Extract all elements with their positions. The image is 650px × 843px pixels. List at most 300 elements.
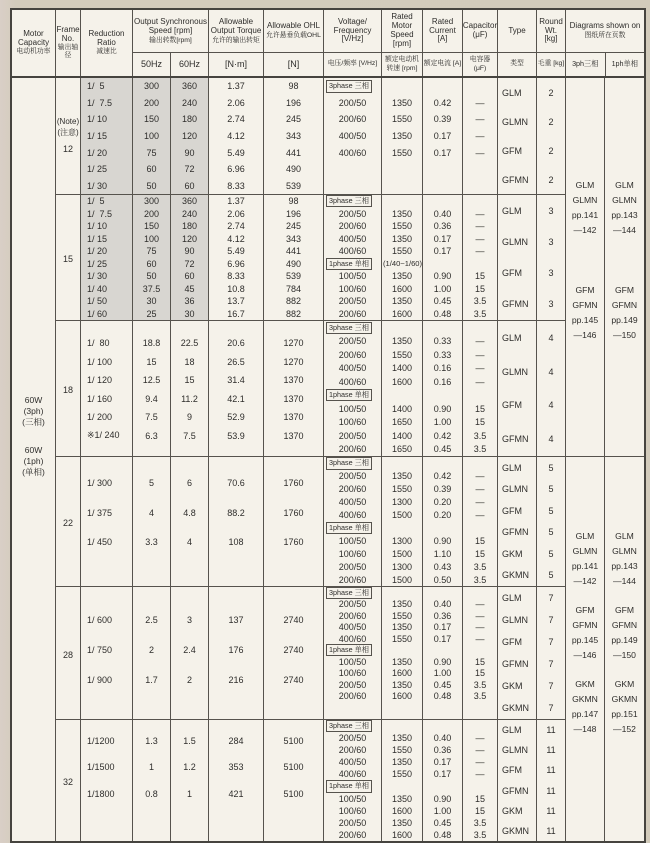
rated-speed-cell: 1550 (382, 111, 423, 128)
header-capacitor-en: Capacitor (μF) (463, 21, 498, 39)
phase-label-row (324, 258, 498, 271)
type-cell: GLM (498, 587, 537, 609)
type-weight-grid (498, 720, 566, 841)
torque-cell: 8.33 (209, 270, 264, 283)
torque-cell: 2.74 (209, 220, 264, 233)
phase-label: 3phase 三相 (326, 195, 372, 207)
voltage-cell: 400/50 (324, 756, 382, 768)
reduction-ratio-cell: 1/ 25 (81, 161, 133, 178)
voltage-cell: 400/50 (324, 621, 382, 632)
diagram-ref: GFM (614, 285, 635, 295)
rated-speed-cell: 1350 (382, 621, 423, 632)
header-voltage-top (324, 10, 381, 52)
diagram-3ph-column (566, 457, 605, 841)
voltage-row (324, 817, 498, 829)
capacity-label (22, 395, 45, 428)
rated-speed-cell: 1400 (382, 362, 423, 376)
speed-50hz-cell: 50 (133, 270, 171, 283)
weight-cell: 4 (537, 422, 566, 456)
speed-50hz-cell: 1.3 (133, 728, 171, 754)
phase-label-row (324, 389, 498, 403)
weight-cell: 11 (537, 760, 566, 780)
header-frame-no-en: Frame No. (56, 25, 80, 44)
voltage-row (324, 348, 498, 362)
rated-speed-cell: 1600 (382, 308, 423, 321)
phase-label: 3phase 三相 (326, 457, 372, 469)
rated-speed-cell: 1350 (382, 270, 423, 283)
diagram-ref: pp.141 (571, 561, 599, 571)
empty-cell (81, 720, 133, 728)
header-type-top (498, 10, 536, 52)
speed-50hz-cell: 60 (133, 258, 171, 271)
type-row (498, 321, 566, 355)
voltage-row (324, 573, 498, 586)
torque-cell: 42.1 (209, 389, 264, 408)
empty-cell (463, 195, 498, 208)
header-diagrams-en: Diagrams shown on (569, 21, 641, 31)
ohl-cell: 5100 (264, 728, 324, 754)
voltage-cell: 200/60 (324, 610, 382, 621)
empty-cell (423, 720, 463, 732)
phase-note-cell (382, 321, 423, 335)
empty-cell (81, 557, 133, 586)
phase-label-cell (324, 587, 382, 598)
reduction-ratio-cell: 1/ 25 (81, 258, 133, 271)
type-cell: GKM (498, 543, 537, 565)
speed-50hz-cell: 25 (133, 308, 171, 321)
rated-speed-cell: 1350 (382, 679, 423, 690)
empty-cell (463, 587, 498, 598)
capacitor-cell: 3.5 (463, 679, 498, 690)
speed-50hz-cell: 75 (133, 245, 171, 258)
rated-current-cell: 0.45 (423, 679, 463, 690)
voltage-row (324, 534, 498, 547)
voltage-cell: 400/50 (324, 496, 382, 509)
ohl-cell: 882 (264, 308, 324, 321)
diagram-ref: pp.145 (571, 315, 599, 325)
header-frame-no-cn: 输出轴径 (57, 44, 79, 59)
diagram-ref: pp.149 (611, 635, 638, 645)
voltage-row (324, 308, 498, 321)
spacer-row (81, 587, 324, 605)
capacitor-cell: — (463, 362, 498, 376)
diagram-ref: pp.151 (611, 709, 638, 719)
rated-speed-cell: 1600 (382, 690, 423, 701)
header-ohl-en: Allowable OHL (267, 21, 320, 31)
type-row (498, 760, 566, 780)
type-cell: GLM (498, 78, 537, 107)
voltage-cell: 100/60 (324, 667, 382, 678)
ratio-row (81, 245, 324, 258)
ohl-cell: 1760 (264, 469, 324, 498)
rated-speed-cell: 1600 (382, 829, 423, 841)
capacitor-cell: — (463, 233, 498, 246)
voltage-row (324, 496, 498, 509)
voltage-row (324, 756, 498, 768)
ratio-row (81, 498, 324, 527)
empty-cell (423, 258, 463, 271)
ratio-row (81, 352, 324, 371)
torque-cell: 20.6 (209, 334, 264, 353)
table-header (12, 10, 644, 78)
rated-current-cell: 0.45 (423, 295, 463, 308)
speed-60hz-cell: 120 (171, 233, 209, 246)
rated-speed-cell: 1350 (382, 233, 423, 246)
voltage-cell: 200/50 (324, 560, 382, 573)
torque-cell: 421 (209, 780, 264, 806)
capacitor-cell: — (463, 598, 498, 609)
empty-cell (463, 321, 498, 335)
phase-label-cell (324, 78, 382, 95)
type-row (498, 781, 566, 801)
voltage-cell: 200/50 (324, 208, 382, 221)
capacitor-cell: — (463, 208, 498, 221)
ohl-cell: 5100 (264, 754, 324, 780)
weight-cell: 4 (537, 321, 566, 355)
type-cell: GFMN (498, 289, 537, 320)
voltage-row (324, 283, 498, 296)
ratio-row (81, 665, 324, 695)
ratio-row (81, 780, 324, 806)
ohl-cell: 539 (264, 177, 324, 194)
torque-cell: 284 (209, 728, 264, 754)
diagram-ref: —146 (573, 650, 597, 660)
voltage-grid (324, 457, 498, 586)
speed-60hz-cell: 4 (171, 527, 209, 556)
empty-cell (81, 807, 133, 841)
reduction-ratio-cell: 1/ 20 (81, 144, 133, 161)
spacer-row (324, 161, 498, 194)
voltage-cell: 100/50 (324, 402, 382, 416)
frame-no-cell (56, 321, 81, 456)
rated-speed-cell: 1600 (382, 283, 423, 296)
speed-60hz-cell: 7.5 (171, 426, 209, 445)
speed-50hz-cell: 6.3 (133, 426, 171, 445)
ratio-row (81, 371, 324, 390)
empty-cell (264, 557, 324, 586)
reduction-ratio-cell: 1/ 15 (81, 128, 133, 145)
frame-no-cell (56, 457, 81, 586)
empty-cell (423, 522, 463, 535)
torque-cell: 5.49 (209, 144, 264, 161)
header-voltage (324, 10, 382, 76)
phase-label-cell (324, 644, 382, 655)
phase-label: 1phase 单相 (326, 644, 372, 656)
phase-note-cell (382, 258, 423, 271)
empty-cell (209, 695, 264, 719)
diagram-ref: GKMN (572, 694, 598, 704)
voltage-cell: 200/60 (324, 573, 382, 586)
rated-current-cell: 0.90 (423, 270, 463, 283)
header-ohl-top (264, 10, 323, 52)
empty-cell (463, 78, 498, 95)
voltage-grid (324, 78, 498, 194)
capacitor-cell: — (463, 633, 498, 644)
type-cell: GLM (498, 195, 537, 226)
ohl-cell: 539 (264, 270, 324, 283)
type-cell: GLMN (498, 226, 537, 257)
diagram-cell (566, 78, 644, 456)
phase-note-cell (382, 644, 423, 655)
weight-cell: 2 (537, 107, 566, 136)
torque-cell: 8.33 (209, 177, 264, 194)
diagram-ref-group (611, 283, 637, 343)
phase-note-cell (382, 522, 423, 535)
reduction-ratio-cell: 1/ 30 (81, 270, 133, 283)
rated-current-cell: 1.10 (423, 547, 463, 560)
type-row (498, 801, 566, 821)
rated-current-cell: 0.40 (423, 208, 463, 221)
torque-cell: 2.06 (209, 95, 264, 112)
diagram-ref-group (611, 178, 637, 238)
rated-current-cell: 0.33 (423, 335, 463, 349)
speed-60hz-cell: 72 (171, 161, 209, 178)
header-motor-capacity-en: Motor Capacity (17, 29, 50, 48)
rated-speed-cell: 1550 (382, 483, 423, 496)
voltage-cell: 200/60 (324, 443, 382, 457)
ratio-row (81, 283, 324, 296)
rated-speed-cell: 1550 (382, 245, 423, 258)
empty-cell (209, 720, 264, 728)
speed-50hz-cell: 12.5 (133, 371, 171, 390)
frame-number: 18 (62, 385, 73, 396)
rated-current-cell: 0.40 (423, 732, 463, 744)
voltage-row (324, 375, 498, 389)
reduction-ratio-cell: 1/1200 (81, 728, 133, 754)
voltage-cell: 400/50 (324, 233, 382, 246)
ratio-row (81, 78, 324, 95)
ratio-row (81, 161, 324, 178)
reduction-ratio-cell: 1/ 60 (81, 308, 133, 321)
phase-note-cell (382, 587, 423, 598)
ohl-cell: 441 (264, 245, 324, 258)
ohl-cell: 1760 (264, 498, 324, 527)
frame-note-line: (Note) (56, 117, 80, 127)
voltage-row (324, 667, 498, 678)
torque-cell: 216 (209, 665, 264, 695)
rated-speed-cell: 1550 (382, 744, 423, 756)
capacitor-cell: 15 (463, 805, 498, 817)
speed-50hz-cell: 150 (133, 220, 171, 233)
voltage-row (324, 598, 498, 609)
weight-cell: 5 (537, 543, 566, 565)
diagram-ref: GLMN (572, 546, 598, 556)
torque-cell: 31.4 (209, 371, 264, 390)
diagram-ref-group (611, 529, 637, 589)
type-weight-grid (498, 78, 566, 194)
phase-label-cell (324, 389, 382, 403)
ohl-cell: 490 (264, 258, 324, 271)
ratio-row (81, 389, 324, 408)
speed-50hz-cell: 15 (133, 352, 171, 371)
phase-label-cell (324, 780, 382, 792)
ratio-grid (81, 720, 324, 841)
spacer-row (81, 807, 324, 841)
phase-label-cell (324, 321, 382, 335)
type-weight-grid (498, 321, 566, 456)
voltage-cell: 200/50 (324, 679, 382, 690)
capacitor-cell: — (463, 621, 498, 632)
capacitor-cell: — (463, 245, 498, 258)
weight-cell: 3 (537, 289, 566, 320)
header-weight-en: Round Wt. [kg] (539, 16, 563, 44)
header-output-speed-en: Output Synchronous Speed [rpm] (134, 16, 207, 35)
header-ohl (264, 10, 324, 76)
voltage-row (324, 829, 498, 841)
ratio-row (81, 111, 324, 128)
ratio-grid (81, 457, 324, 586)
weight-cell: 11 (537, 720, 566, 740)
rated-speed-cell: 1550 (382, 348, 423, 362)
diagram-ref: GFMN (572, 620, 598, 630)
speed-60hz-cell: 45 (171, 283, 209, 296)
header-torque-cn: 允许的输出转矩 (212, 36, 260, 44)
ratio-grid (81, 321, 324, 456)
ohl-cell: 196 (264, 95, 324, 112)
type-cell: GFMN (498, 165, 537, 194)
rated-speed-cell: 1350 (382, 208, 423, 221)
weight-cell: 7 (537, 675, 566, 697)
header-diagrams-sub (566, 52, 644, 76)
empty-cell (209, 557, 264, 586)
voltage-cell: 100/50 (324, 534, 382, 547)
rated-current-cell: 0.48 (423, 308, 463, 321)
voltage-cell: 200/60 (324, 483, 382, 496)
ohl-cell: 245 (264, 111, 324, 128)
capacity-label-line: (单相) (22, 466, 45, 477)
speed-60hz-cell: 180 (171, 111, 209, 128)
speed-50hz-cell: 100 (133, 233, 171, 246)
frame-band-18 (56, 320, 566, 456)
speed-60hz-cell: 11.2 (171, 389, 209, 408)
capacitor-cell: — (463, 483, 498, 496)
type-cell: GFMN (498, 522, 537, 544)
voltage-cell: 200/60 (324, 308, 382, 321)
diagram-ref: GLMN (612, 195, 637, 205)
capacity-label-line: (1ph) (23, 455, 44, 466)
speed-60hz-cell: 90 (171, 245, 209, 258)
capacitor-cell: — (463, 496, 498, 509)
voltage-row (324, 429, 498, 443)
torque-cell: 5.49 (209, 245, 264, 258)
capacitor-cell: — (463, 348, 498, 362)
phase-label-row (324, 780, 498, 792)
diagram-ref: pp.143 (611, 210, 638, 220)
rated-speed-cell: 1350 (382, 817, 423, 829)
type-row (498, 609, 566, 631)
empty-cell (209, 457, 264, 469)
reduction-ratio-cell: 1/ 20 (81, 245, 133, 258)
rated-speed-cell: 1600 (382, 667, 423, 678)
empty-cell (171, 557, 209, 586)
diagram-ref: GKM (614, 679, 635, 689)
voltage-row (324, 233, 498, 246)
phase-label: 3phase 三相 (326, 720, 372, 732)
header-frame-no (56, 10, 81, 76)
type-cell: GKMN (498, 697, 537, 719)
header-60hz: 60Hz (178, 59, 200, 70)
diagram-ref: —142 (573, 576, 597, 586)
reduction-ratio-cell: 1/ 450 (81, 527, 133, 556)
weight-cell: 11 (537, 781, 566, 801)
spacer-row (81, 557, 324, 586)
rated-current-cell: 0.17 (423, 144, 463, 161)
speed-60hz-cell: 22.5 (171, 334, 209, 353)
speed-50hz-cell: 37.5 (133, 283, 171, 296)
reduction-ratio-cell: 1/ 7.5 (81, 95, 133, 112)
capacitor-cell: 15 (463, 270, 498, 283)
voltage-cell: 100/50 (324, 270, 382, 283)
diagram-ref: GKMN (611, 694, 638, 704)
torque-cell: 108 (209, 527, 264, 556)
type-cell: GFM (498, 500, 537, 522)
rated-speed-cell: 1300 (382, 496, 423, 509)
voltage-cell: 200/50 (324, 95, 382, 112)
frame-number: 12 (62, 143, 73, 154)
frame-band-28 (56, 586, 566, 719)
weight-cell: 5 (537, 565, 566, 587)
header-rated-speed (382, 10, 423, 76)
rated-speed-cell: 1300 (382, 560, 423, 573)
ratio-row (81, 208, 324, 221)
header-voltage-en: Voltage/ Frequency [V/Hz] (333, 16, 372, 44)
voltage-row (324, 805, 498, 817)
rated-current-cell: 0.36 (423, 744, 463, 756)
speed-50hz-cell: 100 (133, 128, 171, 145)
type-row (498, 720, 566, 740)
capacitor-cell: 15 (463, 667, 498, 678)
weight-cell: 2 (537, 136, 566, 165)
frame-note-line: (注意) (57, 127, 79, 137)
empty-cell (264, 457, 324, 469)
type-row (498, 195, 566, 226)
empty-cell (171, 695, 209, 719)
speed-60hz-cell: 9 (171, 408, 209, 427)
capacitor-cell: 15 (463, 416, 498, 430)
torque-cell: 13.7 (209, 295, 264, 308)
rated-speed-cell: 1550 (382, 144, 423, 161)
type-row (498, 565, 566, 587)
capacity-label-line: 60W (24, 395, 43, 406)
voltage-cell: 400/50 (324, 128, 382, 145)
type-cell: GLM (498, 720, 537, 740)
type-row (498, 457, 566, 479)
reduction-ratio-cell: 1/ 300 (81, 469, 133, 498)
reduction-ratio-cell: 1/ 80 (81, 334, 133, 353)
header-1ph: 1ph单相 (611, 59, 638, 69)
spec-table (10, 8, 646, 843)
diagram-ref: GLM (575, 180, 595, 190)
rated-speed-cell: 1350 (382, 756, 423, 768)
empty-cell (133, 720, 171, 728)
ohl-cell: 343 (264, 233, 324, 246)
phase-label-row (324, 457, 498, 470)
ratio-grid (81, 587, 324, 719)
rated-current-cell: 0.90 (423, 793, 463, 805)
phase-note-cell (382, 780, 423, 792)
voltage-row (324, 111, 498, 128)
capacitor-cell: — (463, 335, 498, 349)
phase-label-cell (324, 457, 382, 470)
ohl-cell: 5100 (264, 780, 324, 806)
ohl-cell: 196 (264, 208, 324, 221)
weight-cell: 7 (537, 587, 566, 609)
header-capacitor-top (463, 10, 497, 52)
diagram-ref: GLMN (612, 546, 637, 556)
torque-cell: 137 (209, 605, 264, 635)
empty-cell (463, 389, 498, 403)
voltage-row (324, 690, 498, 701)
